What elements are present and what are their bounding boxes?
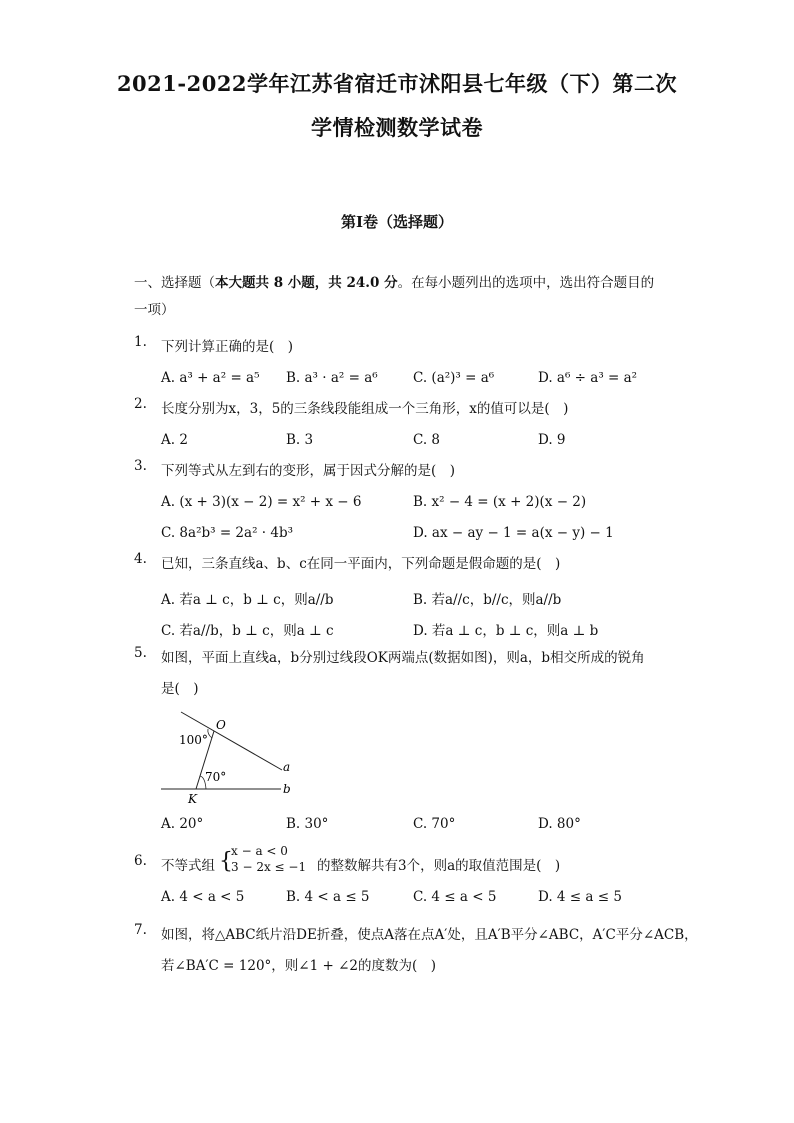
question-stem-prefix: 不等式组 (161, 858, 215, 874)
question-number: 5. (134, 645, 147, 661)
label-a: a (283, 760, 291, 774)
question-stem: 如图，将△ABC纸片沿DE折叠，使点A落在点A′处，且A′B平分∠ABC，A′C平分∠ACB， (161, 927, 698, 943)
option-c[interactable]: C. 若a//b，b ⊥ c，则a ⊥ c (161, 623, 334, 639)
question-number: 3. (134, 458, 147, 474)
section-instructions (134, 270, 662, 324)
label-k: K (188, 792, 197, 806)
system-top: x − a < 0 (231, 844, 288, 858)
volume-heading: 第I卷（选择题） (340, 213, 454, 231)
option-b[interactable]: B. a³ · a² = a⁶ (286, 370, 378, 386)
option-d[interactable]: D. a⁶ ÷ a³ = a² (538, 370, 638, 386)
option-a[interactable]: A. 4 < a < 5 (161, 889, 245, 905)
question-stem: 如图，平面上直线a，b分别过线段OK两端点(数据如图)，则a，b相交所成的锐角 (161, 650, 645, 666)
option-c[interactable]: C. 8 (413, 432, 441, 448)
exam-title-line2: 学情检测数学试卷 (311, 115, 483, 140)
option-b[interactable]: B. 3 (286, 432, 314, 448)
question-stem: 下列计算正确的是( ) (161, 339, 294, 355)
option-d[interactable]: D. 若a ⊥ c，b ⊥ c，则a ⊥ b (413, 623, 599, 639)
question-stem: 下列等式从左到右的变形，属于因式分解的是( ) (161, 463, 456, 479)
option-d[interactable]: D. 4 ≤ a ≤ 5 (538, 889, 622, 905)
question-stem: 长度分别为x，3，5的三条线段能组成一个三角形，x的值可以是( ) (161, 401, 569, 417)
option-b[interactable]: B. 若a//c，b//c，则a//b (413, 592, 562, 608)
question-stem-suffix: 的整数解共有3个，则a的取值范围是( ) (317, 858, 561, 874)
option-d[interactable]: D. 9 (538, 432, 566, 448)
label-b: b (283, 782, 291, 796)
question-stem-line2: 若∠BA′C = 120°，则∠1 + ∠2的度数为( ) (161, 958, 437, 974)
angle-arc-100 (208, 729, 212, 738)
figure-5-lines (155, 710, 305, 810)
option-c[interactable]: C. (a²)³ = a⁶ (413, 370, 495, 386)
angle-label-100: 100° (179, 733, 208, 747)
option-c[interactable]: C. 70° (413, 816, 456, 832)
question-number: 2. (134, 396, 147, 412)
section-line2: 一项） (134, 302, 175, 318)
angle-label-70: 70° (205, 770, 227, 784)
question-stem: 已知，三条直线a、b、c在同一平面内，下列命题是假命题的是( ) (161, 556, 561, 572)
question-number: 4. (134, 551, 147, 567)
option-b[interactable]: B. x² − 4 = (x + 2)(x − 2) (413, 494, 587, 510)
option-c[interactable]: C. 4 ≤ a < 5 (413, 889, 497, 905)
question-stem-line2: 是( ) (161, 681, 199, 697)
question-number: 7. (134, 922, 147, 938)
section-bold: 本大题共 8 小题，共 24.0 分 (215, 275, 398, 291)
option-d[interactable]: D. ax − ay − 1 = a(x − y) − 1 (413, 525, 614, 541)
option-a[interactable]: A. 若a ⊥ c，b ⊥ c，则a//b (161, 592, 334, 608)
option-a[interactable]: A. 20° (161, 816, 204, 832)
system-brace: { (219, 849, 233, 874)
section-suffix: 。在每小题列出的选项中，选出符合题目的 (397, 275, 655, 291)
question-number: 1. (134, 334, 147, 350)
option-b[interactable]: B. 4 < a ≤ 5 (286, 889, 370, 905)
option-c[interactable]: C. 8a²b³ = 2a² · 4b³ (161, 525, 293, 541)
option-d[interactable]: D. 80° (538, 816, 581, 832)
exam-title-line1: 2021-2022学年江苏省宿迁市沭阳县七年级（下）第二次 (116, 71, 678, 96)
question-number: 6. (134, 853, 147, 869)
section-prefix: 一、选择题（ (134, 275, 215, 291)
system-bottom: 3 − 2x ≤ −1 (231, 860, 307, 874)
option-a[interactable]: A. a³ + a² = a⁵ (161, 370, 260, 386)
label-o: O (216, 718, 226, 732)
option-b[interactable]: B. 30° (286, 816, 329, 832)
option-a[interactable]: A. (x + 3)(x − 2) = x² + x − 6 (161, 494, 362, 510)
option-a[interactable]: A. 2 (161, 432, 188, 448)
